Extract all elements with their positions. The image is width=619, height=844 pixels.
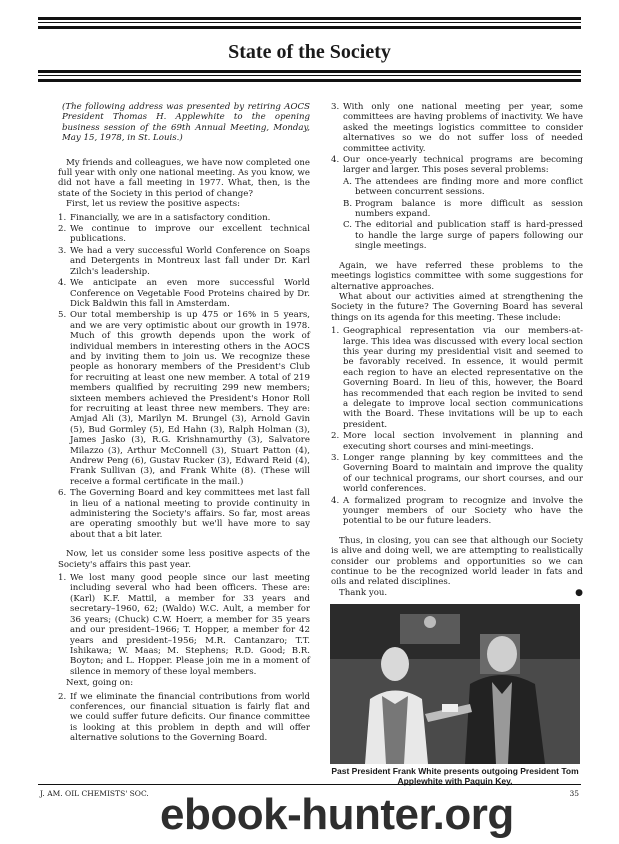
intro-note: (The following address was presented by retiring AOCS President Thomas H. Applewhite to the opening business session of the 69th Annual Meeting, Monday, May 15, 1978, in St. Louis.) <box>62 102 310 144</box>
photo <box>330 604 580 764</box>
photo-caption: Past President Frank White presents outgoing President Tom Applewhite with Paquin Key. <box>331 766 579 786</box>
header-top-rule <box>38 17 581 29</box>
paragraph: My friends and colleagues, we have now completed one full year with only one national meeting. As you know, we did not have a fall meeting in 1977. What, then, is the state of the Society in this period of change? <box>58 157 310 199</box>
sub-list-item: B. Program balance is more difficult as session numbers expand. <box>343 198 583 220</box>
list-item: 2. More local section involvement in planning and executing short courses and mini-meetings. <box>331 431 583 452</box>
sub-list-item: C. The editorial and publication staff is hard-pressed to handle the large surge of papers following our single meetings. <box>343 220 583 252</box>
paragraph: Thus, in closing, you can see that although our Society is alive and doing well, we are attempting to realistically consider our problems and opportunities so we can continue to be the recognized world leader in fats and oils and related disciplines. <box>331 535 583 588</box>
paragraph: What about our activities aimed at strengthening the Society in the future? The Governing Board has several things on its agenda for this meeting. These include: <box>331 291 583 323</box>
positive-list <box>58 213 310 541</box>
list-item: 4. A formalized program to recognize and involve the younger members of our Society who have the potential to be our future leaders. <box>331 495 583 527</box>
sub-list <box>343 177 583 252</box>
page-title: State of the Society <box>228 41 391 63</box>
paragraph: Next, going on: <box>66 678 134 689</box>
paragraph: First, let us review the positive aspects: <box>66 199 241 210</box>
sub-list-item: A. The attendees are finding more and more conflict between concurrent sessions. <box>343 176 583 198</box>
negative-list-continued <box>58 692 310 744</box>
paragraph: Now, let us consider some less positive aspects of the Society's affairs this past year. <box>58 549 310 570</box>
list-item: 2. We continue to improve our excellent technical publications. <box>58 224 310 245</box>
watermark: ebook-hunter.org <box>160 790 514 839</box>
list-item: 3. With only one national meeting per year, some committees are having problems of inactivity. We have asked the meetings logistics committee to consider alternatives so we do not suffer loss of needed committee activity. <box>331 102 583 154</box>
left-column <box>58 102 310 745</box>
list-item: 5. Our total membership is up 475 or 16% in 5 years, and we are very optimistic about our growth in 1978. Much of this growth depends upon the work of individual members in interesting others in the AOCS and by inviting them to join us. We recognize these people as honorary members of the President's Club for recruiting at least one new member. A total of 219 members qualified by recruiting 299 new members; sixteen members achieved the President's Honor Roll for recruiting at least three new members. They are: Amjad Ali (3), Marilyn M. Brungel (3), Arnold Gavin (5), Bud Gormley (5), Ed Hahn (3), Ralph Holman (3), James Jasko (3), R.G. Krishnamurthy (3), Salvatore Milazzo (3), Arthur McConnell (3), Stuart Patton (4), Andrew Peng (6), Gustav Rucker (3), Edward Reid (4), Frank Sullivan (3), and Frank White (8). (These will receive a formal certificate in the mail.) <box>58 310 310 487</box>
right-column <box>331 102 583 598</box>
list-item: 1. Geographical representation via our members-at-large. This idea was discussed with every local section this year during my presidential visit and seemed to be favorably received. In essence, it would permit each region to have an elected representative on the Governing Board. In lieu of this, however, the Board has recommended that each region be invited to send a delegate to improve local section communications with the Board. These invitations will be up to each president. <box>331 326 583 430</box>
negative-list <box>58 573 310 677</box>
journal-name: J. AM. OIL CHEMISTS' SOC. <box>40 789 149 798</box>
agenda-list <box>331 326 583 527</box>
closing-line: Thank you. ● <box>339 587 583 598</box>
list-item: 4. We anticipate an even more successful World Conference on Vegetable Food Proteins chaired by Dr. Dick Baldwin this fall in Amsterdam. <box>58 278 310 309</box>
footer-rule <box>38 784 581 785</box>
list-item: 3. Longer range planning by key committees and the Governing Board to maintain and improve the quality of our technical programs, our short courses, and our world conferences. <box>331 453 583 495</box>
list-item: 2. If we eliminate the financial contributions from world conferences, our financial situation is fairly flat and we could suffer future deficits. Our finance committee is looking at this problem in depth and will offer alternative solutions to the Governing Board. <box>58 691 310 744</box>
paragraph: Again, we have referred these problems to the meetings logistics committee with some suggestions for alternative approaches. <box>331 260 583 292</box>
page-number: 35 <box>569 789 579 798</box>
list-item: 6. The Governing Board and key committees met last fall in lieu of a national meeting to provide continuity in administering the Society's affairs. So far, most areas are operating smoothly but we'll have more to say about that a bit later. <box>58 488 310 540</box>
header-bottom-rule <box>38 70 581 82</box>
problem-list <box>331 102 583 252</box>
end-mark: ● <box>575 587 583 598</box>
list-item: 4. Our once-yearly technical programs are becoming larger and larger. This poses several problems: A. The attendees are finding more and more conflict between concurrent sessions. B. Program balance is more difficult as session numbers expand. C. The editorial and publication staff is hard-pressed to handle the large surge of papers following our single meetings. <box>331 155 583 252</box>
list-item: 1. Financially, we are in a satisfactory condition. <box>58 212 271 223</box>
list-item: 3. We had a very successful World Conference on Soaps and Detergents in Montreux last fall under Dr. Karl Zilch's leadership. <box>58 245 310 277</box>
list-item: 1. We lost many good people since our last meeting including several who had been officers. These are: (Karl) K.F. Mattil, a member for 33 years and secretary–1960, 62; (Waldo) W.C. Ault, a member for 36 years; (Chuck) C.W. Hoerr, a member for 35 years and our president–1966; T. Hopper, a member for 42 years and president–1956; M.R. Cantanzaro; T.T. Ishikawa; W. Maas; M. Stephens; R.D. Good; B.R. Boyton; and L. Hopper. Please join me in a moment of silence in memory of these loyal members. <box>58 573 310 677</box>
photo-illustration <box>330 604 580 764</box>
